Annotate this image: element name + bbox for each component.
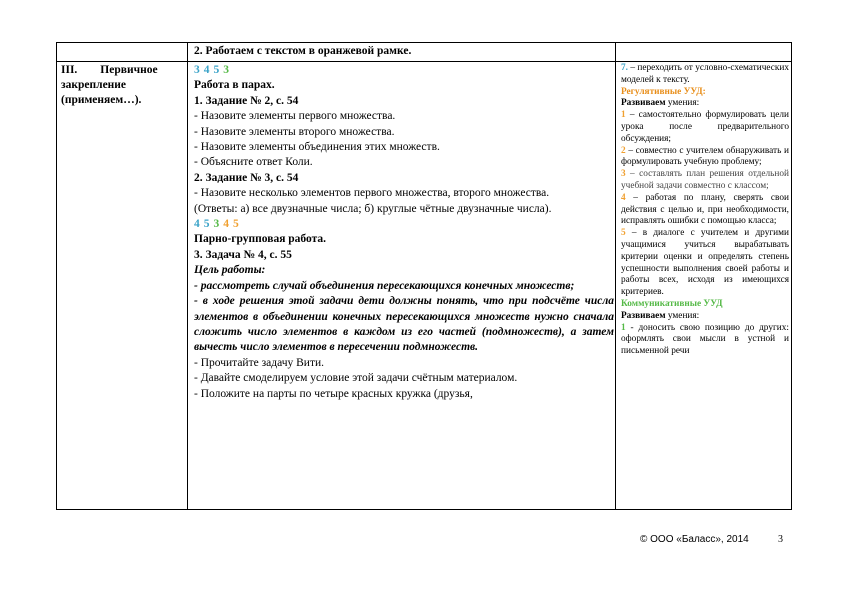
goal-item: - рассмотреть случай объединения пересекающихся конечных множеств; (194, 279, 575, 292)
item-number: 4 (621, 192, 626, 203)
copyright: © ООО «Баласс», 2014 (640, 534, 749, 545)
work-pairs-heading: Работа в парах. (194, 79, 275, 92)
skill-number: 5 (213, 64, 220, 76)
item-number: 3 (621, 169, 626, 180)
goal-item: - в ходе решения этой задачи дети должны понять, что при подсчёте числа элементов в объединении конечных пересекающихся множеств нужно сначала сложить число элементов в каждом из его частей (подмножеств), а затем вычесть число элементов в пересечении подмножеств. (194, 295, 614, 354)
item-number: 1 (621, 322, 626, 333)
regulative-item-1 (621, 110, 789, 145)
stage-line-3: (применяем…). (61, 94, 142, 106)
communicative-item-1 (621, 323, 789, 358)
cognitive-item-7 (621, 63, 789, 87)
task1-line: - Назовите элементы второго множества. (194, 125, 395, 138)
skill-numbers-2 (194, 217, 614, 232)
item-text: - доносить свою позицию до других: оформлять свои мысли в устной и письменной речи (621, 322, 789, 357)
item-text: – составлять план решения отдельной учебной задачи совместно с классом; (621, 169, 789, 191)
lesson-table (56, 42, 792, 510)
column-divider (187, 43, 188, 509)
task3-line: - Давайте смоделируем условие этой задачи счётным материалом. (194, 372, 518, 385)
skill-numbers-1 (194, 63, 614, 78)
goal-title: Цель работы: (194, 264, 266, 277)
skill-number: 5 (233, 218, 239, 231)
item-number: 7. (621, 63, 628, 73)
activity-cell (194, 63, 614, 402)
stage-line-1: III. Первичное (61, 64, 158, 76)
task2-line: - Назовите несколько элементов первого множества, второго множества. (194, 187, 550, 200)
task1-line: - Назовите элементы объединения этих множеств. (194, 141, 440, 154)
regulative-title: Регулятивные УУД: (621, 86, 706, 97)
task1-heading: 1. Задание № 2, с. 54 (194, 94, 299, 107)
stage-cell (61, 63, 187, 108)
develop-bold: Развиваем (621, 310, 666, 321)
row-divider (57, 61, 791, 62)
item-number: 5 (621, 228, 626, 239)
column-divider (615, 43, 616, 509)
regulative-item-4 (621, 193, 789, 228)
skill-number: 3 (223, 64, 229, 76)
group-work-heading: Парно-групповая работа. (194, 233, 327, 246)
skills-cell (621, 63, 789, 358)
item-text: – в диалоге с учителем и другими учащимися учиться вырабатывать критерии оценки и определять степень успешности выполнения своей работы и работы всех, исходя из имеющихся критериев. (621, 228, 789, 298)
communicative-title: Коммуникативные УУД (621, 298, 723, 309)
develop-skills-label (621, 98, 789, 110)
skill-number: 4 (194, 218, 200, 231)
skill-number: 4 (203, 64, 210, 76)
task3-heading: 3. Задача № 4, с. 55 (194, 248, 292, 261)
item-number: 1 (621, 110, 626, 121)
item-number: 2 (621, 145, 626, 156)
item-text: – работая по плану, сверять свои действия с целью и, при необходимости, исправлять ошибки с помощью класса; (621, 192, 789, 227)
regulative-item-3 (621, 169, 789, 193)
task3-line: - Прочитайте задачу Вити. (194, 356, 325, 369)
item-text: – совместно с учителем обнаруживать и формулировать учебную проблему; (621, 145, 789, 168)
task2-answer: (Ответы: а) все двузначные числа; б) круглые чётные двузначные числа). (194, 202, 552, 215)
develop-skills-label (621, 311, 789, 323)
item-text: – самостоятельно формулировать цели урока после предварительного обсуждения; (621, 110, 789, 144)
regulative-item-2 (621, 146, 789, 170)
task1-line: - Объясните ответ Коли. (194, 156, 313, 169)
skill-number: 3 (213, 218, 220, 231)
skill-number: 4 (223, 218, 229, 231)
page-number: 3 (778, 534, 783, 545)
task3-line: - Положите на парты по четыре красных кружка (друзья, (194, 387, 473, 400)
task1-line: - Назовите элементы первого множества. (194, 110, 396, 123)
skill-number: 5 (203, 218, 210, 231)
develop-bold: Развиваем (621, 98, 666, 109)
item-text: – переходить от условно-схематических моделей к тексту. (621, 63, 789, 85)
header-cell-col2: 2. Работаем с текстом в оранжевой рамке. (194, 45, 412, 57)
skill-number: 3 (194, 64, 200, 76)
develop-text: умения: (665, 310, 700, 321)
task2-heading: 2. Задание № 3, с. 54 (194, 171, 299, 184)
stage-line-2: закрепление (61, 79, 127, 91)
regulative-item-5 (621, 228, 789, 299)
develop-text: умения: (665, 98, 700, 109)
